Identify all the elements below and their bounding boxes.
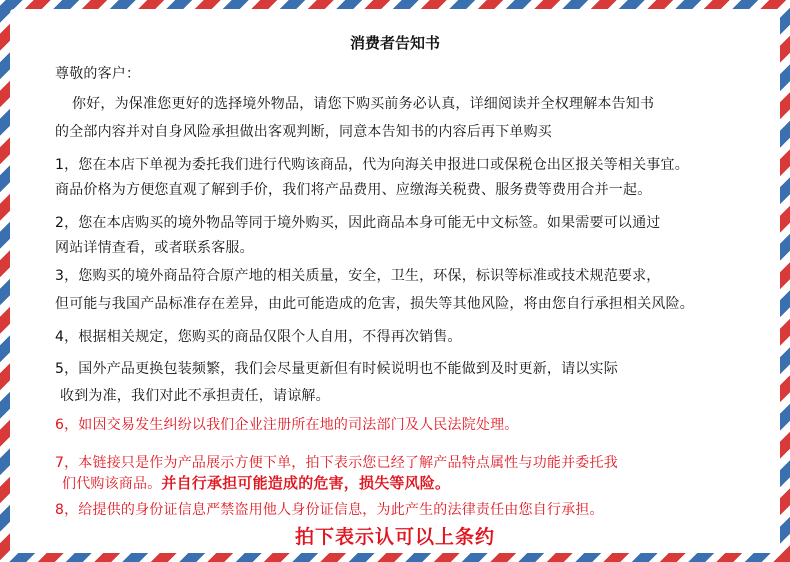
item-3-line-2: 但可能与我国产品标准存在差异，由此可能造成的危害，损失等其他风险，将由您自行承担相关风险。 — [55, 296, 694, 312]
intro-line-2: 的全部内容并对自身风险承担做出客观判断，同意本告知书的内容后再下单购买 — [55, 124, 552, 140]
item-7-line-2-normal: 们代购该商品。 — [62, 476, 162, 492]
item-2-line-2: 网站详情查看，或者联系客服。 — [55, 240, 254, 256]
item-1-line-1: 1，您在本店下单视为委托我们进行代购该商品，代为向海关申报进口或保税仓出区报关等相关事宜。 — [55, 157, 689, 173]
item-7-line-2 — [62, 472, 450, 493]
item-8-warning: 8，给提供的身份证信息严禁盗用他人身份证信息，为此产生的法律责任由您自行承担。 — [55, 502, 604, 518]
intro-line-1: 你好，为保准您更好的选择境外物品，请您下购买前务必认真，详细阅读并全权理解本告知书 — [72, 96, 655, 112]
greeting: 尊敬的客户： — [55, 66, 141, 82]
notice-paper — [10, 9, 780, 553]
item-1-line-2: 商品价格为方便您直观了解到手价，我们将产品费用、应缴海关税费、服务费等费用合并一起。 — [55, 182, 652, 198]
item-7-line-1: 7，本链接只是作为产品展示方便下单，拍下表示您已经了解产品特点属性与功能并委托我 — [55, 455, 618, 471]
item-2-line-1: 2，您在本店购买的境外物品等同于境外购买，因此商品本身可能无中文标签。如果需要可以通过 — [55, 215, 661, 231]
item-5-line-2: 收到为准，我们对此不承担责任，请谅解。 — [60, 388, 330, 404]
item-4: 4，根据相关规定，您购买的商品仅限个人自用，不得再次销售。 — [55, 329, 462, 345]
item-6-warning: 6，如因交易发生纠纷以我们企业注册所在地的司法部门及人民法院处理。 — [55, 417, 519, 433]
item-5-line-1: 5，国外产品更换包装频繁，我们会尽量更新但有时候说明也不能做到及时更新，请以实际 — [55, 361, 618, 377]
notice-title: 消费者告知书 — [349, 34, 440, 52]
item-7-line-2-bold: 并自行承担可能造成的危害，损失等风险。 — [161, 474, 451, 492]
item-3-line-1: 3，您购买的境外商品符合原产地的相关质量，安全，卫生，环保，标识等标准或技术规范要求， — [55, 268, 661, 284]
closing-statement: 拍下表示认可以上条约 — [294, 526, 495, 548]
